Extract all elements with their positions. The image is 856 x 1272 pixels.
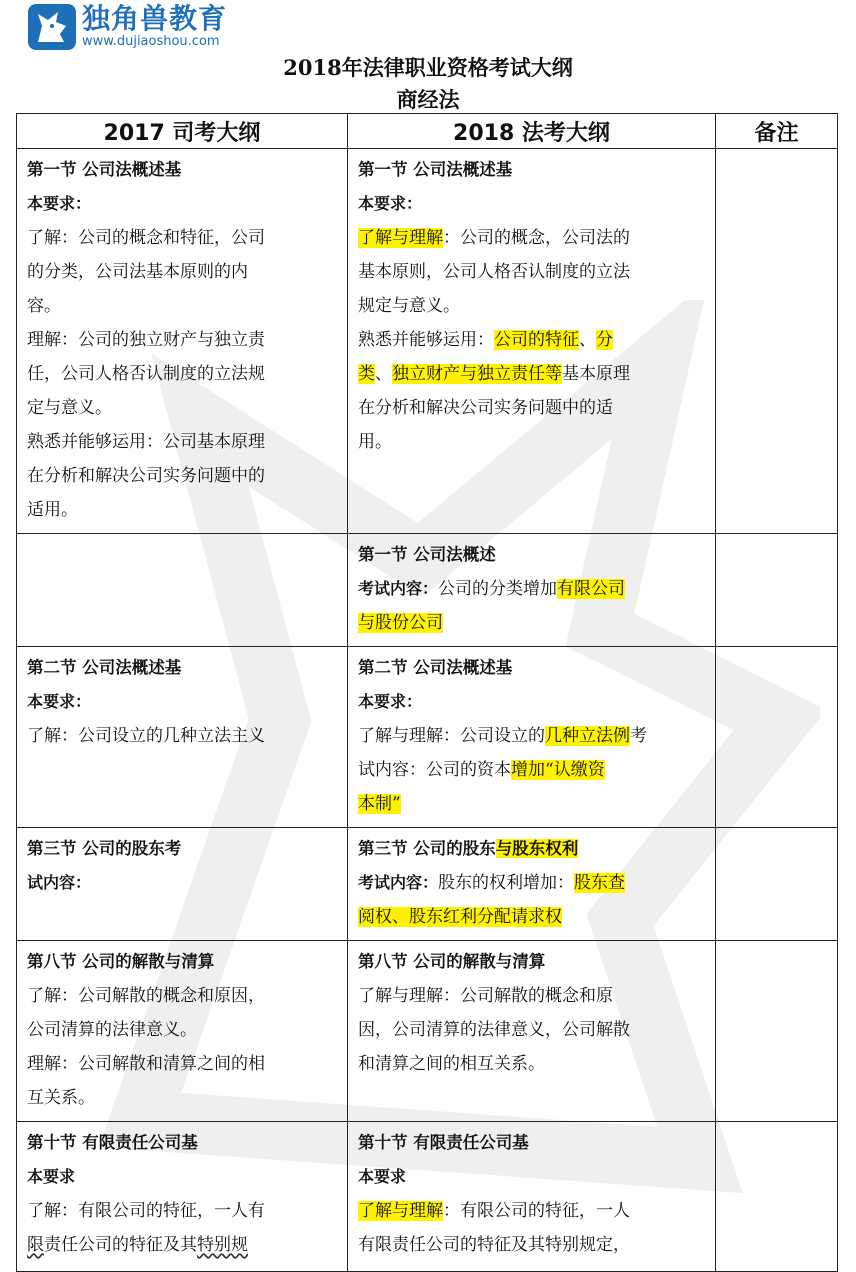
cell-2018: [348, 941, 716, 1122]
text-line: 因，公司清算的法律意义，公司解散: [358, 1020, 630, 1040]
text-span: 股东的权利增加：: [438, 873, 575, 893]
section-title: 第二节 公司法概述基: [358, 658, 513, 677]
text-line: 公司清算的法律意义。: [27, 1020, 197, 1040]
text-span: 基本原理: [562, 364, 630, 384]
cell-2017: [17, 534, 348, 647]
text-line: 在分析和解决公司实务问题中的: [27, 466, 265, 486]
requirement-label: 本要求：: [27, 692, 92, 711]
text-line: 了解与理解：公司解散的概念和原: [358, 986, 613, 1006]
section-title: 第一节 公司法概述基: [27, 160, 182, 179]
text-span: 、: [375, 364, 392, 384]
text-line: [358, 787, 707, 821]
document-subtitle: 商经法: [396, 87, 460, 112]
highlight: 公司的特征: [494, 330, 579, 350]
highlight: 分: [596, 330, 613, 350]
requirement-label: 本要求：: [358, 194, 423, 213]
text-line: 规定与意义。: [358, 296, 460, 316]
cell-2018: [348, 149, 716, 534]
table-header-row: [17, 114, 838, 149]
section-title: 第八节 公司的解散与清算: [27, 952, 215, 971]
highlight: 类: [358, 364, 375, 384]
cell-2017: [17, 941, 348, 1122]
table-row: [17, 941, 838, 1122]
cell-2017: [17, 647, 348, 828]
section-title: 第二节 公司法概述基: [27, 658, 182, 677]
cell-2017: [17, 828, 348, 941]
text-span: 第三节 公司的股东: [358, 839, 496, 858]
cell-2017: [17, 149, 348, 534]
table-row: [17, 647, 838, 828]
section-title: 第三节 公司的股东考: [27, 839, 182, 858]
header: [28, 4, 227, 50]
highlight: 增加“认缴资: [511, 760, 605, 780]
text-line: 适用。: [27, 500, 78, 520]
section-title: 第十节 有限责任公司基: [358, 1133, 529, 1152]
cell-notes: [716, 149, 838, 534]
text-span: 特别规: [197, 1235, 248, 1255]
text-line: 容。: [27, 296, 61, 316]
cell-2018: [348, 534, 716, 647]
cell-notes: [716, 941, 838, 1122]
content-label: 试内容：: [27, 873, 92, 892]
text-line: 任，公司人格否认制度的立法规: [27, 364, 265, 384]
text-line: [358, 221, 707, 255]
text-line: [358, 719, 707, 753]
cell-2018: [348, 647, 716, 828]
text-line: 和清算之间的相互关系。: [358, 1054, 545, 1074]
text-line: 熟悉并能够运用：公司基本原理: [27, 432, 265, 452]
text-span: 责任公司的特征及其: [44, 1235, 197, 1255]
text-line: 了解：有限公司的特征，一人有: [27, 1201, 265, 1221]
content-label: 考试内容：: [358, 579, 439, 598]
text-span: 试内容：公司的资本: [358, 760, 511, 780]
highlight: 了解与理解: [358, 228, 443, 248]
highlight: 独立财产与独立责任等: [392, 364, 562, 384]
text-line: 了解：公司设立的几种立法主义: [27, 726, 265, 746]
text-line: [358, 900, 707, 934]
cell-2017: [17, 1122, 348, 1272]
requirement-label: 本要求：: [27, 194, 92, 213]
text-span: ：公司的概念，公司法的: [443, 228, 630, 248]
text-line: [358, 1194, 707, 1228]
header-notes: 备注: [716, 114, 838, 149]
header-2017: 2017 司考大纲: [17, 114, 348, 149]
highlight: 阅权、股东红利分配请求权: [358, 907, 562, 927]
text-line: 理解：公司解散和清算之间的相: [27, 1054, 265, 1074]
section-title: 第一节 公司法概述: [358, 545, 496, 564]
text-line: [27, 1228, 339, 1262]
text-line: [358, 323, 707, 357]
highlight: 与股份公司: [358, 613, 443, 633]
highlight: 本制”: [358, 794, 401, 814]
table-row: [17, 149, 838, 534]
text-span: 、: [579, 330, 596, 350]
cell-notes: [716, 828, 838, 941]
content-label: 考试内容：: [358, 873, 439, 892]
text-line: 在分析和解决公司实务问题中的适: [358, 398, 613, 418]
requirement-label: 本要求: [358, 1167, 407, 1186]
header-2018: 2018 法考大纲: [348, 114, 716, 149]
text-span: 熟悉并能够运用：: [358, 330, 494, 350]
cell-2018: [348, 828, 716, 941]
text-line: 基本原则，公司人格否认制度的立法: [358, 262, 630, 282]
text-line: 有限责任公司的特征及其特别规定，: [358, 1235, 630, 1255]
text-line: [358, 357, 707, 391]
highlight: 与股东权利: [495, 839, 579, 858]
outline-comparison-table: [16, 113, 838, 1272]
text-line: 的分类，公司法基本原则的内: [27, 262, 248, 282]
table-row: [17, 1122, 838, 1272]
brand-name: 独角兽教育: [82, 2, 228, 35]
text-line: 了解：公司解散的概念和原因，: [27, 986, 265, 1006]
table-row: [17, 828, 838, 941]
text-line: [358, 753, 707, 787]
text-span: 考: [630, 726, 647, 746]
cell-notes: [716, 647, 838, 828]
brand-site: www.dujiaoshou.com: [82, 34, 220, 49]
text-line: 互关系。: [27, 1088, 95, 1108]
cell-notes: [716, 534, 838, 647]
text-line: 理解：公司的独立财产与独立责: [27, 330, 265, 350]
text-line: 了解：公司的概念和特征，公司: [27, 228, 265, 248]
text-line: [358, 572, 707, 606]
table-row: [17, 534, 838, 647]
section-title: 第八节 公司的解散与清算: [358, 952, 546, 971]
section-title: 第十节 有限责任公司基: [27, 1133, 198, 1152]
text-span: 了解与理解：公司设立的: [358, 726, 545, 746]
unicorn-logo-icon: [28, 4, 76, 50]
cell-2018: [348, 1122, 716, 1272]
section-title: [358, 832, 707, 866]
text-span: ：有限公司的特征，一人: [443, 1201, 630, 1221]
text-line: 用。: [358, 432, 392, 452]
highlight: 股东查: [574, 873, 626, 893]
text-span: 限: [27, 1235, 44, 1255]
text-span: 公司的分类增加: [438, 579, 558, 599]
highlight: 几种立法例: [545, 726, 630, 746]
requirement-label: 本要求: [27, 1167, 76, 1186]
text-line: [358, 606, 707, 640]
text-line: 定与意义。: [27, 398, 112, 418]
cell-notes: [716, 1122, 838, 1272]
highlight: 有限公司: [557, 579, 626, 599]
requirement-label: 本要求：: [358, 692, 423, 711]
highlight: 了解与理解: [358, 1201, 443, 1221]
text-line: [358, 866, 707, 900]
document-title: 2018年法律职业资格考试大纲: [283, 55, 573, 80]
section-title: 第一节 公司法概述基: [358, 160, 513, 179]
